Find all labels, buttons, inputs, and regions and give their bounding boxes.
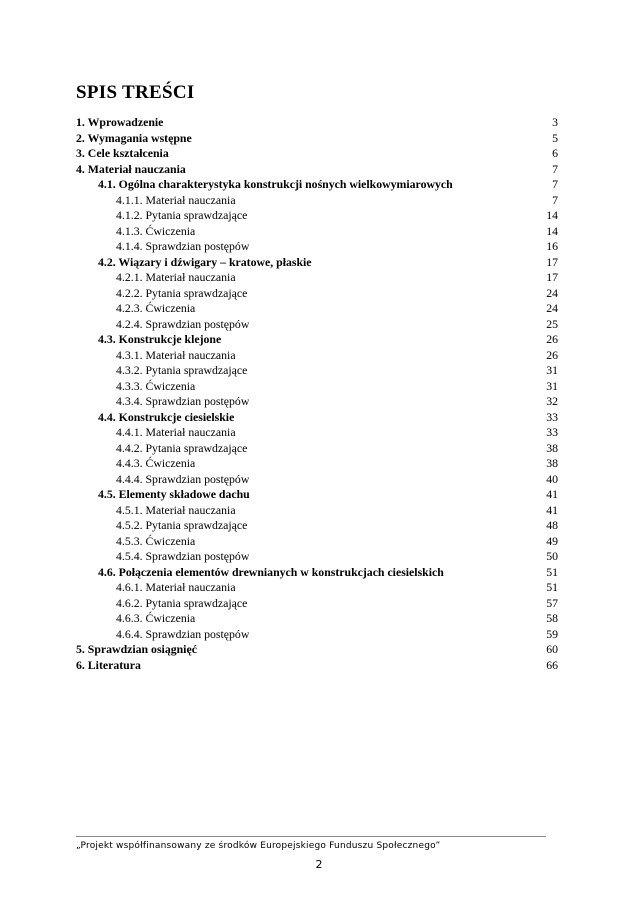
toc-entry[interactable]: [76, 224, 558, 240]
toc-entry-page: 7: [552, 161, 558, 176]
toc-entry-page: 17: [546, 270, 558, 284]
toc-entry-page: 17: [546, 254, 558, 269]
toc-entry-title: 4. Materiał nauczania: [76, 161, 186, 176]
toc-entry[interactable]: [76, 441, 558, 457]
toc-entry-page: 24: [546, 301, 558, 315]
toc-entry-title: 4.1.1. Materiał nauczania: [116, 192, 236, 207]
toc-entry[interactable]: [76, 410, 558, 426]
toc-entry-title: 4.3.4. Sprawdzian postępów: [116, 394, 250, 408]
toc-entry-title: 4.5.1. Materiał nauczania: [116, 502, 236, 517]
toc-entry-title: 4.4.2. Pytania sprawdzające: [116, 440, 248, 455]
toc-entry-page: 5: [552, 130, 558, 145]
toc-entry-title: 4.4.3. Ćwiczenia: [116, 456, 196, 470]
toc-entry-page: 26: [546, 332, 558, 346]
toc-entry-page: 38: [546, 456, 558, 470]
toc-entry-title: 4.6. Połączenia elementów drewnianych w konstrukcjach ciesielskich: [98, 564, 444, 579]
toc-entry[interactable]: [76, 394, 558, 410]
toc-entry[interactable]: [76, 239, 558, 255]
toc-entry-title: 4.1.3. Ćwiczenia: [116, 223, 196, 238]
toc-entry-page: 26: [546, 347, 558, 362]
toc-entry[interactable]: [76, 162, 558, 178]
toc-entry-title: 4.1. Ogólna charakterystyka konstrukcji nośnych wielkowymiarowych: [98, 177, 453, 191]
toc-entry-page: 24: [546, 285, 558, 300]
toc-entry-title: 3. Cele kształcenia: [76, 146, 169, 160]
toc-entry-page: 16: [546, 239, 558, 253]
toc-entry-page: 38: [546, 440, 558, 455]
toc-entry-page: 31: [546, 363, 558, 377]
toc-entry[interactable]: [76, 348, 558, 364]
toc-entry-title: 1. Wprowadzenie: [76, 115, 164, 129]
toc-entry[interactable]: [76, 208, 558, 224]
toc-entry[interactable]: [76, 472, 558, 488]
toc-entry-page: 25: [546, 316, 558, 331]
toc-entry-title: 4.4.4. Sprawdzian postępów: [116, 471, 250, 486]
toc-entry-title: 4.3.1. Materiał nauczania: [116, 347, 236, 362]
toc-entry[interactable]: [76, 425, 558, 441]
toc-entry-title: 4.5.2. Pytania sprawdzające: [116, 518, 248, 532]
toc-entry-page: 40: [546, 471, 558, 486]
toc-entry[interactable]: [76, 255, 558, 271]
toc-entry-page: 41: [546, 487, 558, 501]
toc-entry-page: 50: [546, 549, 558, 563]
toc-entry-page: 60: [546, 642, 558, 656]
toc-entry[interactable]: [76, 580, 558, 596]
toc-entry-page: 7: [552, 177, 558, 191]
toc-entry-title: 4.6.2. Pytania sprawdzające: [116, 595, 248, 610]
footer-divider: [76, 836, 546, 837]
toc-entry-title: 4.4. Konstrukcje ciesielskie: [98, 409, 235, 424]
toc-entry[interactable]: [76, 503, 558, 519]
toc-entry-page: 6: [552, 146, 558, 160]
toc-entry-title: 4.3.2. Pytania sprawdzające: [116, 363, 248, 377]
table-of-contents: [76, 115, 558, 673]
toc-entry-title: 4.2.1. Materiał nauczania: [116, 270, 236, 284]
toc-entry-title: 2. Wymagania wstępne: [76, 130, 192, 145]
toc-entry-title: 4.6.1. Materiał nauczania: [116, 580, 236, 594]
toc-entry[interactable]: [76, 286, 558, 302]
footer-text: „Projekt współfinansowany ze środków Europejskiego Funduszu Społecznego”: [76, 841, 441, 851]
toc-entry[interactable]: [76, 301, 558, 317]
toc-entry[interactable]: [76, 317, 558, 333]
toc-entry-page: 32: [546, 394, 558, 408]
toc-entry-title: 4.5.4. Sprawdzian postępów: [116, 549, 250, 563]
toc-entry-page: 14: [546, 208, 558, 222]
toc-entry-page: 7: [552, 192, 558, 207]
page-title: SPIS TREŚCI: [76, 82, 195, 103]
toc-entry[interactable]: [76, 534, 558, 550]
toc-entry[interactable]: [76, 658, 558, 674]
toc-entry[interactable]: [76, 131, 558, 147]
toc-entry[interactable]: [76, 332, 558, 348]
toc-entry-title: 4.4.1. Materiał nauczania: [116, 425, 236, 439]
toc-entry-title: 6. Literatura: [76, 657, 141, 672]
toc-entry-title: 4.6.3. Ćwiczenia: [116, 611, 196, 625]
toc-entry[interactable]: [76, 518, 558, 534]
toc-entry-title: 4.3. Konstrukcje klejone: [98, 332, 222, 346]
toc-entry-title: 4.5.3. Ćwiczenia: [116, 533, 196, 548]
toc-entry-page: 3: [552, 115, 558, 129]
toc-entry-page: 14: [546, 223, 558, 238]
toc-entry[interactable]: [76, 456, 558, 472]
toc-entry[interactable]: [76, 565, 558, 581]
toc-entry-page: 57: [546, 595, 558, 610]
page-number: 2: [315, 858, 323, 871]
toc-entry-title: 4.2.3. Ćwiczenia: [116, 301, 196, 315]
toc-entry[interactable]: [76, 487, 558, 503]
toc-entry-title: 4.2. Wiązary i dźwigary – kratowe, płaskie: [98, 254, 312, 269]
toc-entry-page: 33: [546, 409, 558, 424]
toc-entry-title: 4.6.4. Sprawdzian postępów: [116, 626, 250, 641]
toc-entry-title: 4.3.3. Ćwiczenia: [116, 378, 196, 393]
toc-entry-title: 4.1.4. Sprawdzian postępów: [116, 239, 250, 253]
toc-entry-title: 4.5. Elementy składowe dachu: [98, 487, 250, 501]
toc-entry-page: 58: [546, 611, 558, 625]
toc-entry-page: 66: [546, 657, 558, 672]
toc-entry-title: 4.2.2. Pytania sprawdzające: [116, 285, 248, 300]
toc-entry-title: 5. Sprawdzian osiągnięć: [76, 642, 197, 656]
toc-entry[interactable]: [76, 642, 558, 658]
toc-entry-page: 31: [546, 378, 558, 393]
toc-entry-page: 59: [546, 626, 558, 641]
toc-entry[interactable]: [76, 611, 558, 627]
toc-entry[interactable]: [76, 627, 558, 643]
toc-entry[interactable]: [76, 549, 558, 565]
toc-entry[interactable]: [76, 379, 558, 395]
toc-entry[interactable]: [76, 146, 558, 162]
toc-entry-title: 4.1.2. Pytania sprawdzające: [116, 208, 248, 222]
toc-entry-title: 4.2.4. Sprawdzian postępów: [116, 316, 250, 331]
toc-entry[interactable]: [76, 193, 558, 209]
toc-entry-page: 41: [546, 502, 558, 517]
toc-entry[interactable]: [76, 270, 558, 286]
toc-entry-page: 33: [546, 425, 558, 439]
toc-entry[interactable]: [76, 115, 558, 131]
toc-entry-page: 49: [546, 533, 558, 548]
toc-entry[interactable]: [76, 363, 558, 379]
toc-entry[interactable]: [76, 596, 558, 612]
toc-entry-page: 48: [546, 518, 558, 532]
toc-entry-page: 51: [546, 564, 558, 579]
toc-entry[interactable]: [76, 177, 558, 193]
toc-entry-page: 51: [546, 580, 558, 594]
